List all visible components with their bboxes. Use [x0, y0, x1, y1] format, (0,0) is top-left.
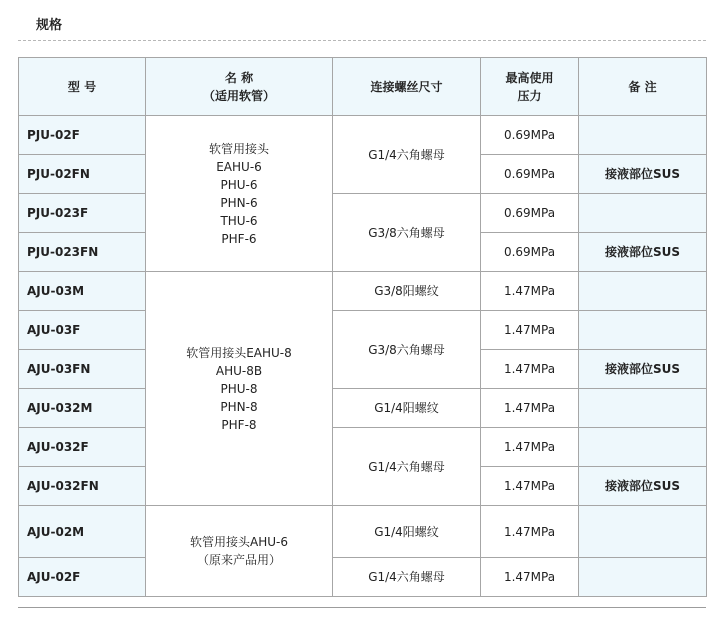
- table-row: [19, 116, 707, 155]
- thread-cell: G3/8六角螺母: [333, 311, 481, 389]
- table-row: [19, 428, 707, 467]
- note-cell: [579, 116, 707, 155]
- note-cell: [579, 506, 707, 558]
- note-cell: 接液部位SUS: [579, 467, 707, 506]
- model-cell: AJU-02M: [19, 506, 146, 558]
- pressure-cell: 1.47MPa: [481, 311, 579, 350]
- thread-cell: G1/4六角螺母: [333, 428, 481, 506]
- model-cell: PJU-02FN: [19, 155, 146, 194]
- thread-cell: G1/4六角螺母: [333, 558, 481, 597]
- note-cell: [579, 272, 707, 311]
- model-cell: PJU-023F: [19, 194, 146, 233]
- model-cell: PJU-023FN: [19, 233, 146, 272]
- table-row: [19, 506, 707, 558]
- table-row: [19, 311, 707, 350]
- header-thread: 连接螺丝尺寸: [333, 58, 481, 116]
- pressure-cell: 1.47MPa: [481, 558, 579, 597]
- model-cell: AJU-032F: [19, 428, 146, 467]
- note-cell: 接液部位SUS: [579, 233, 707, 272]
- model-cell: AJU-03F: [19, 311, 146, 350]
- section-title: 规格: [36, 18, 63, 33]
- header-note: 备 注: [579, 58, 707, 116]
- table-row: [19, 389, 707, 428]
- spec-table: [18, 57, 707, 597]
- name-cell: 软管用接头AHU-6 （原来产品用）: [146, 506, 333, 597]
- pressure-cell: 1.47MPa: [481, 272, 579, 311]
- bottom-divider: [18, 607, 706, 608]
- pressure-cell: 1.47MPa: [481, 467, 579, 506]
- thread-cell: G3/8六角螺母: [333, 194, 481, 272]
- model-cell: AJU-03FN: [19, 350, 146, 389]
- title-divider: [18, 40, 706, 41]
- header-pressure: 最高使用 压力: [481, 58, 579, 116]
- pressure-cell: 1.47MPa: [481, 350, 579, 389]
- model-cell: AJU-02F: [19, 558, 146, 597]
- model-cell: AJU-032FN: [19, 467, 146, 506]
- name-cell: 软管用接头 EAHU-6 PHU-6 PHN-6 THU-6 PHF-6: [146, 116, 333, 272]
- note-cell: 接液部位SUS: [579, 155, 707, 194]
- header-name: 名 称 （适用软管）: [146, 58, 333, 116]
- model-cell: AJU-032M: [19, 389, 146, 428]
- name-cell: 软管用接头EAHU-8 AHU-8B PHU-8 PHN-8 PHF-8: [146, 272, 333, 506]
- note-cell: [579, 558, 707, 597]
- table-row: [19, 558, 707, 597]
- header-model: 型 号: [19, 58, 146, 116]
- pressure-cell: 0.69MPa: [481, 155, 579, 194]
- thread-cell: G1/4阳螺纹: [333, 506, 481, 558]
- note-cell: 接液部位SUS: [579, 350, 707, 389]
- pressure-cell: 1.47MPa: [481, 428, 579, 467]
- pressure-cell: 1.47MPa: [481, 389, 579, 428]
- table-row: [19, 194, 707, 233]
- pressure-cell: 0.69MPa: [481, 194, 579, 233]
- table-header-row: [19, 58, 707, 116]
- table-row: [19, 272, 707, 311]
- pressure-cell: 1.47MPa: [481, 506, 579, 558]
- pressure-cell: 0.69MPa: [481, 116, 579, 155]
- note-cell: [579, 389, 707, 428]
- pressure-cell: 0.69MPa: [481, 233, 579, 272]
- thread-cell: G1/4六角螺母: [333, 116, 481, 194]
- note-cell: [579, 311, 707, 350]
- thread-cell: G3/8阳螺纹: [333, 272, 481, 311]
- model-cell: PJU-02F: [19, 116, 146, 155]
- note-cell: [579, 194, 707, 233]
- note-cell: [579, 428, 707, 467]
- thread-cell: G1/4阳螺纹: [333, 389, 481, 428]
- model-cell: AJU-03M: [19, 272, 146, 311]
